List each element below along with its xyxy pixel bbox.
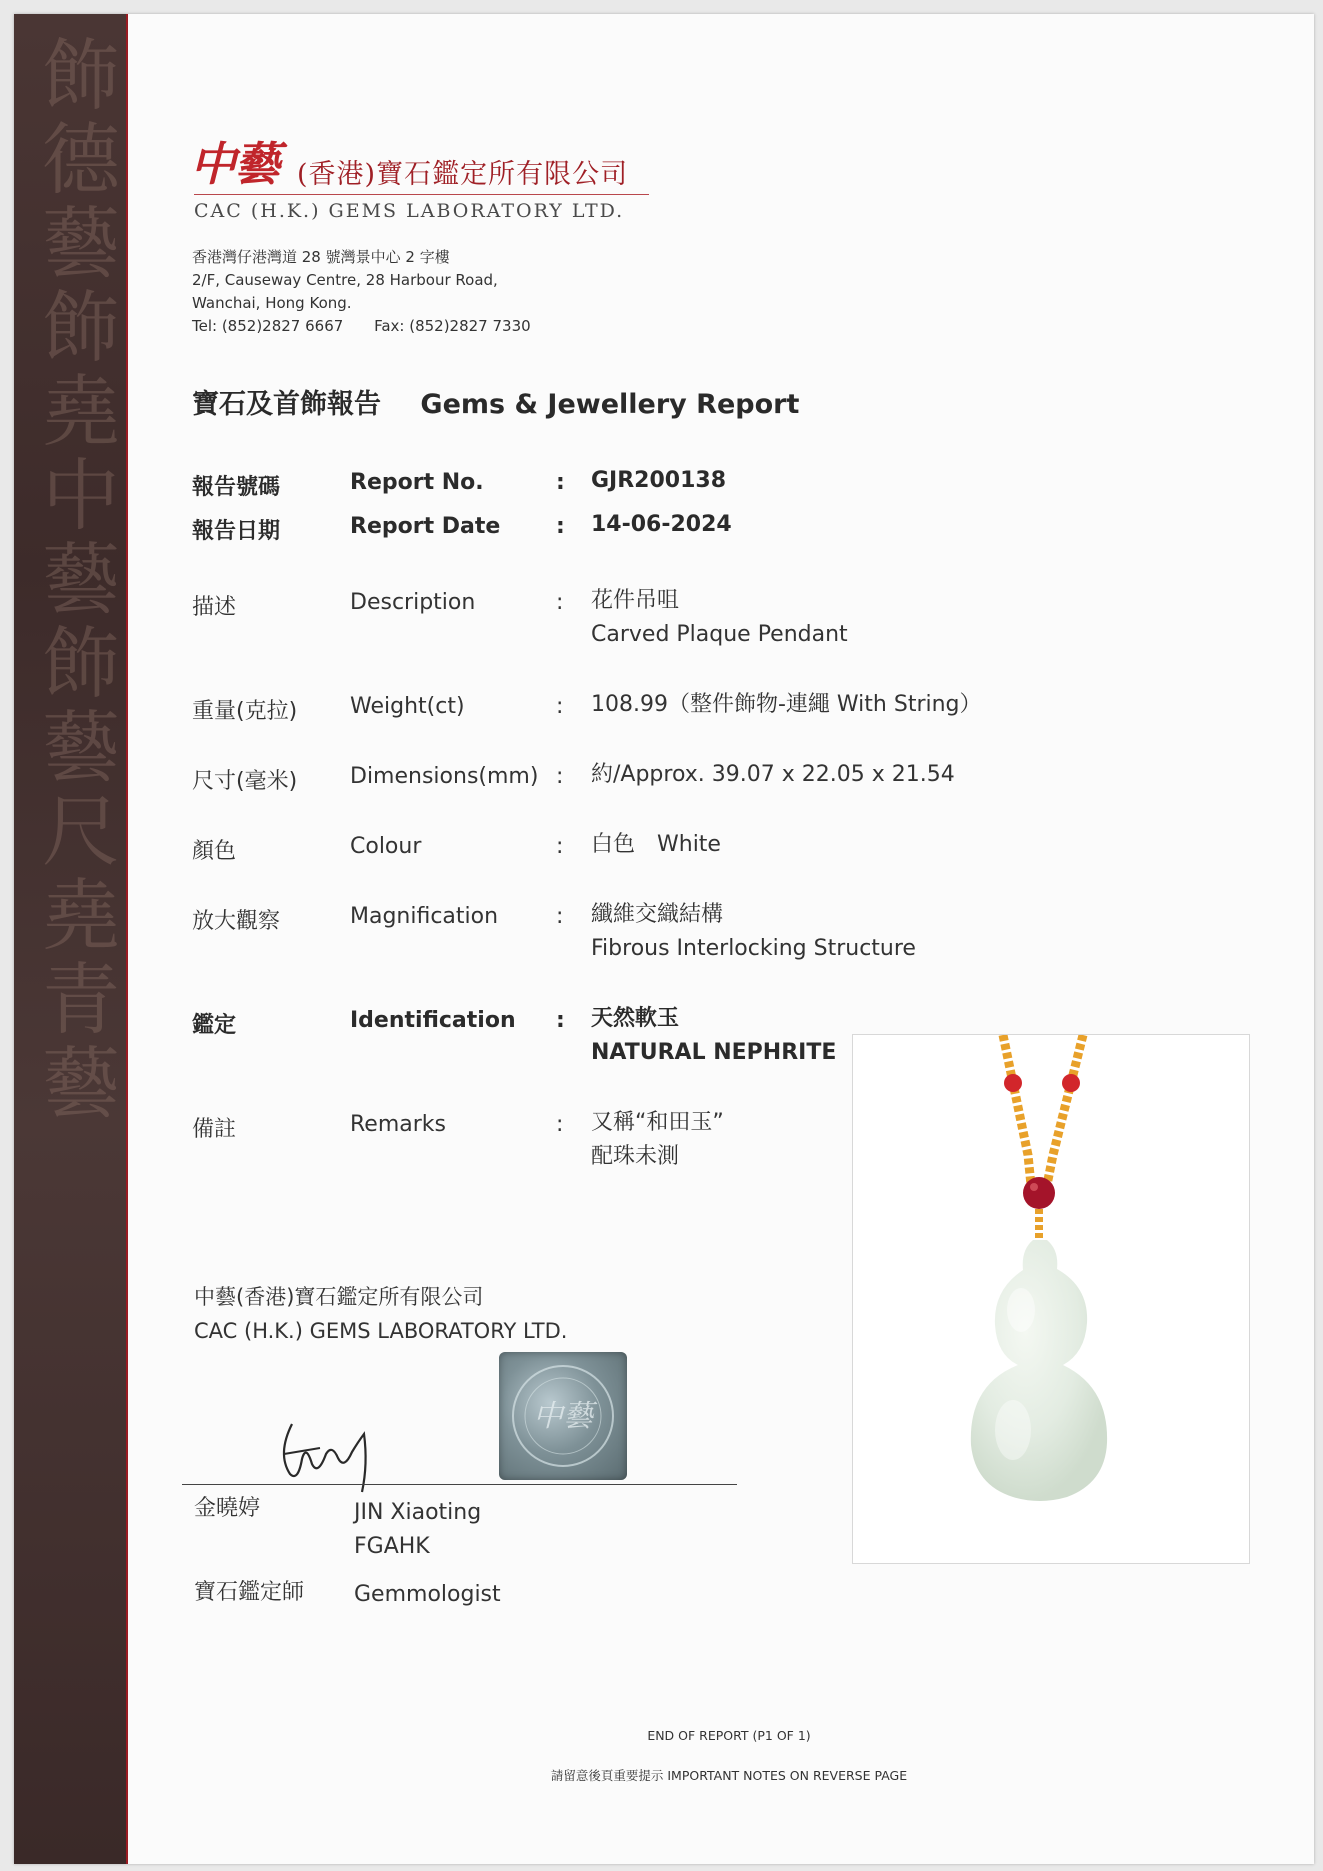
tel: Tel: (852)2827 6667	[192, 317, 344, 335]
field-value-zh: 花件吊咀	[591, 588, 680, 613]
field-label-en: Report No.	[350, 470, 484, 495]
field-colon: :	[556, 834, 564, 859]
field-value-zh: 天然軟玉	[591, 1006, 680, 1031]
pendant-photo	[852, 1034, 1250, 1564]
field-colon: :	[556, 514, 565, 539]
field-label-en: Identification	[350, 1008, 516, 1033]
organization-zh: 中藝(香港)寶石鑑定所有限公司	[194, 1285, 484, 1309]
signature-line	[182, 1484, 737, 1485]
reverse-page-notice: 請留意後頁重要提示 IMPORTANT NOTES ON REVERSE PAGE	[550, 1768, 908, 1783]
field-label-en: Description	[350, 590, 476, 615]
address-en-line2: Wanchai, Hong Kong.	[192, 294, 352, 312]
field-label-zh: 放大觀察	[192, 909, 281, 934]
fax: Fax: (852)2827 7330	[374, 317, 531, 335]
field-colon: :	[556, 904, 564, 929]
end-of-report: END OF REPORT (P1 OF 1)	[647, 1728, 811, 1743]
field-label-zh: 重量(克拉)	[192, 699, 298, 724]
signer-name-zh: 金曉婷	[194, 1496, 261, 1521]
field-label-zh: 尺寸(毫米)	[192, 769, 298, 794]
field-value-block	[591, 898, 916, 966]
hologram-seal	[499, 1352, 627, 1480]
field-colon: :	[556, 694, 564, 719]
company-logo-mark: 中藝	[190, 137, 278, 191]
field-value: GJR200138	[591, 468, 727, 493]
field-label-zh: 鑑定	[192, 1013, 237, 1038]
signer-name-block	[354, 1496, 481, 1564]
field-label-zh: 報告號碼	[192, 475, 281, 500]
field-label-zh: 描述	[192, 595, 237, 620]
field-value: 白色 White	[591, 832, 721, 857]
jade-gourd-pendant-image	[853, 1035, 1249, 1563]
field-value: 14-06-2024	[591, 512, 732, 537]
signer-credential: FGAHK	[354, 1534, 430, 1559]
issuing-organization	[194, 1280, 567, 1348]
signer-title-en: Gemmologist	[354, 1582, 501, 1607]
company-name-en: CAC (H.K.) GEMS LABORATORY LTD.	[194, 200, 625, 222]
field-label-en: Magnification	[350, 904, 499, 929]
field-colon: :	[556, 1008, 565, 1033]
field-label-en: Dimensions(mm)	[350, 764, 539, 789]
signer-name-en: JIN Xiaoting	[354, 1500, 482, 1525]
field-value-line2: 配珠未測	[591, 1144, 680, 1169]
field-label-zh: 報告日期	[192, 519, 281, 544]
side-red-line	[126, 14, 128, 1864]
field-value-block	[591, 1106, 724, 1174]
field-label-en: Report Date	[350, 514, 501, 539]
field-value: 約/Approx. 39.07 x 22.05 x 21.54	[591, 762, 955, 787]
decorative-side-band	[14, 14, 126, 1864]
field-colon: :	[556, 1112, 564, 1137]
report-title-en: Gems & Jewellery Report	[420, 389, 800, 420]
field-value-en: NATURAL NEPHRITE	[591, 1040, 837, 1065]
contact-line	[192, 315, 531, 338]
report-page	[14, 14, 1314, 1864]
organization-en: CAC (H.K.) GEMS LABORATORY LTD.	[194, 1319, 568, 1343]
field-value-en: Fibrous Interlocking Structure	[591, 936, 916, 961]
field-label-zh: 備註	[192, 1117, 237, 1142]
field-label-en: Colour	[350, 834, 422, 859]
field-value-block	[591, 584, 848, 652]
field-value-zh: 纖維交織結構	[591, 902, 724, 927]
side-calligraphy: 飾德藝飾堯中藝飾藝尺堯青藝	[29, 34, 119, 1126]
field-value-line1: 又稱“和田玉”	[591, 1110, 724, 1135]
field-label-zh: 顏色	[192, 839, 237, 864]
company-name-zh: (香港)寶石鑑定所有限公司	[297, 159, 629, 190]
address-en-line1: 2/F, Causeway Centre, 28 Harbour Road,	[192, 271, 498, 289]
svg-text:中藝: 中藝	[533, 1399, 593, 1434]
report-title	[192, 382, 799, 421]
field-label-en: Remarks	[350, 1112, 446, 1137]
field-value-block	[591, 1002, 836, 1070]
field-colon: :	[556, 470, 565, 495]
address-zh: 香港灣仔港灣道 28 號灣景中心 2 字樓	[192, 248, 450, 266]
field-label-en: Weight(ct)	[350, 694, 465, 719]
field-colon: :	[556, 590, 564, 615]
company-address	[192, 246, 531, 338]
logo-rule	[194, 194, 649, 195]
field-colon: :	[556, 764, 564, 789]
report-title-zh: 寶石及首飾報告	[192, 389, 381, 420]
signature	[272, 1414, 402, 1494]
field-value: 108.99（整件飾物-連繩 With String）	[591, 692, 982, 717]
signer-title-zh: 寶石鑑定師	[194, 1580, 305, 1605]
field-value-en: Carved Plaque Pendant	[591, 622, 848, 647]
